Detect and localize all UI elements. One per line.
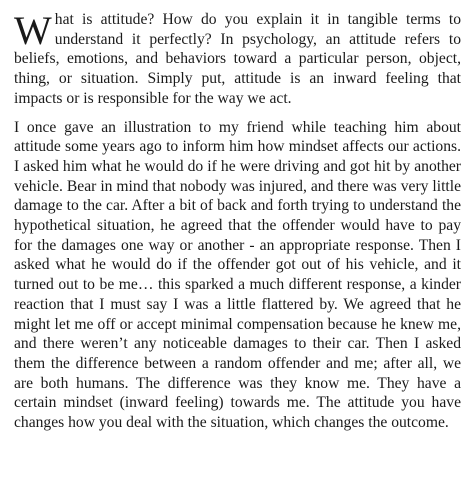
drop-cap: W	[14, 8, 52, 53]
paragraph-intro	[14, 10, 461, 109]
paragraph-intro-text: hat is attitude? How do you explain it in tangible terms to understand it perfectly? In psychology, an attitude refers to beliefs, emotions, and behaviors toward a particular person, object, thing, or situation. Simply put, attitude is an inward feeling that impacts or is responsible for the way we act.	[14, 11, 461, 107]
document-page	[14, 10, 461, 433]
paragraph-illustration: I once gave an illustration to my friend while teaching him about attitude some years ago to inform him how mindset affects our actions. I asked him what he would do if he were driving and got hit by another vehicle. Bear in mind that nobody was injured, and there was very little damage to the car. After a bit of back and forth trying to understand the hypothetical situation, he agreed that the offender would have to pay for the damages one way or another - an appropriate response. Then I asked what he would do if the offender got out of his vehicle, and it turned out to be me… this sparked a much different response, a kinder reaction that I must say I was a little flattered by. We agreed that he might let me off or accept minimal compensation because he knew me, and there weren’t any noticeable damages to their car. Then I asked them the difference between a random offender and me; after all, we are both humans. The difference was they know me. They have a certain mindset (inward feeling) towards me. The attitude you have changes how you deal with the situation, which changes the outcome.	[14, 118, 461, 432]
